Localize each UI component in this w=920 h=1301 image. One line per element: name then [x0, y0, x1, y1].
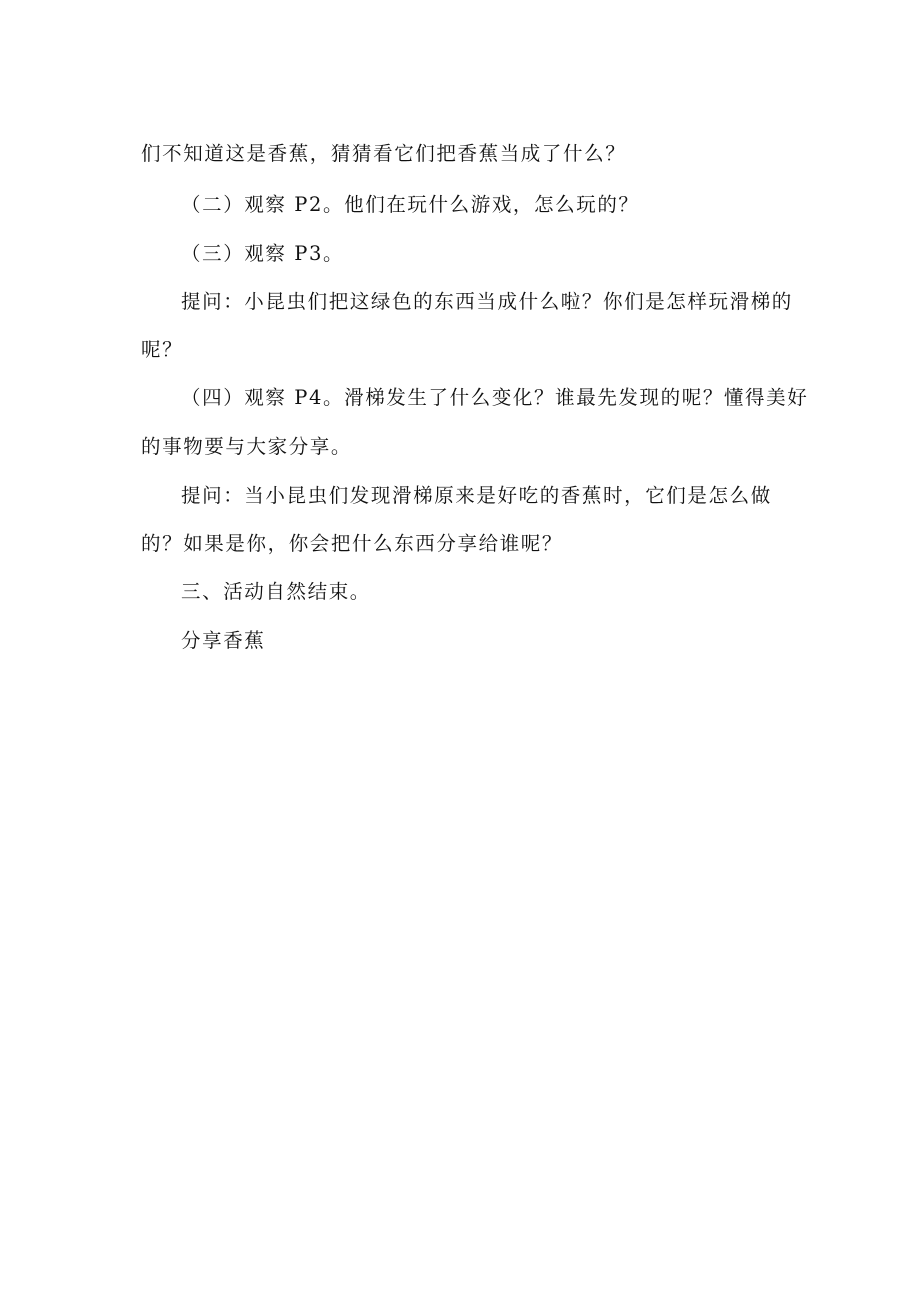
paragraph-line: 提问：小昆虫们把这绿色的东西当成什么啦？你们是怎样玩滑梯的 — [181, 290, 793, 313]
paragraph-line: 们不知道这是香蕉，猜猜看它们把香蕉当成了什么？ — [141, 142, 627, 165]
section-heading: 分享香蕉 — [181, 629, 266, 652]
paragraph-line: （二）观察 P2。他们在玩什么游戏，怎么玩的？ — [181, 193, 640, 216]
paragraph-line: 的事物要与大家分享。 — [141, 435, 353, 458]
paragraph-line: （四）观察 P4。滑梯发生了什么变化？谁最先发现的呢？懂得美好 — [181, 386, 809, 409]
paragraph-line: 呢？ — [141, 338, 184, 361]
paragraph-line: （三）观察 P3。 — [181, 242, 345, 265]
paragraph-line: 的？如果是你，你会把什么东西分享给谁呢？ — [141, 532, 564, 555]
paragraph-line: 提问：当小昆虫们发现滑梯原来是好吃的香蕉时，它们是怎么做 — [181, 484, 772, 507]
paragraph-line: 三、活动自然结束。 — [181, 580, 371, 603]
